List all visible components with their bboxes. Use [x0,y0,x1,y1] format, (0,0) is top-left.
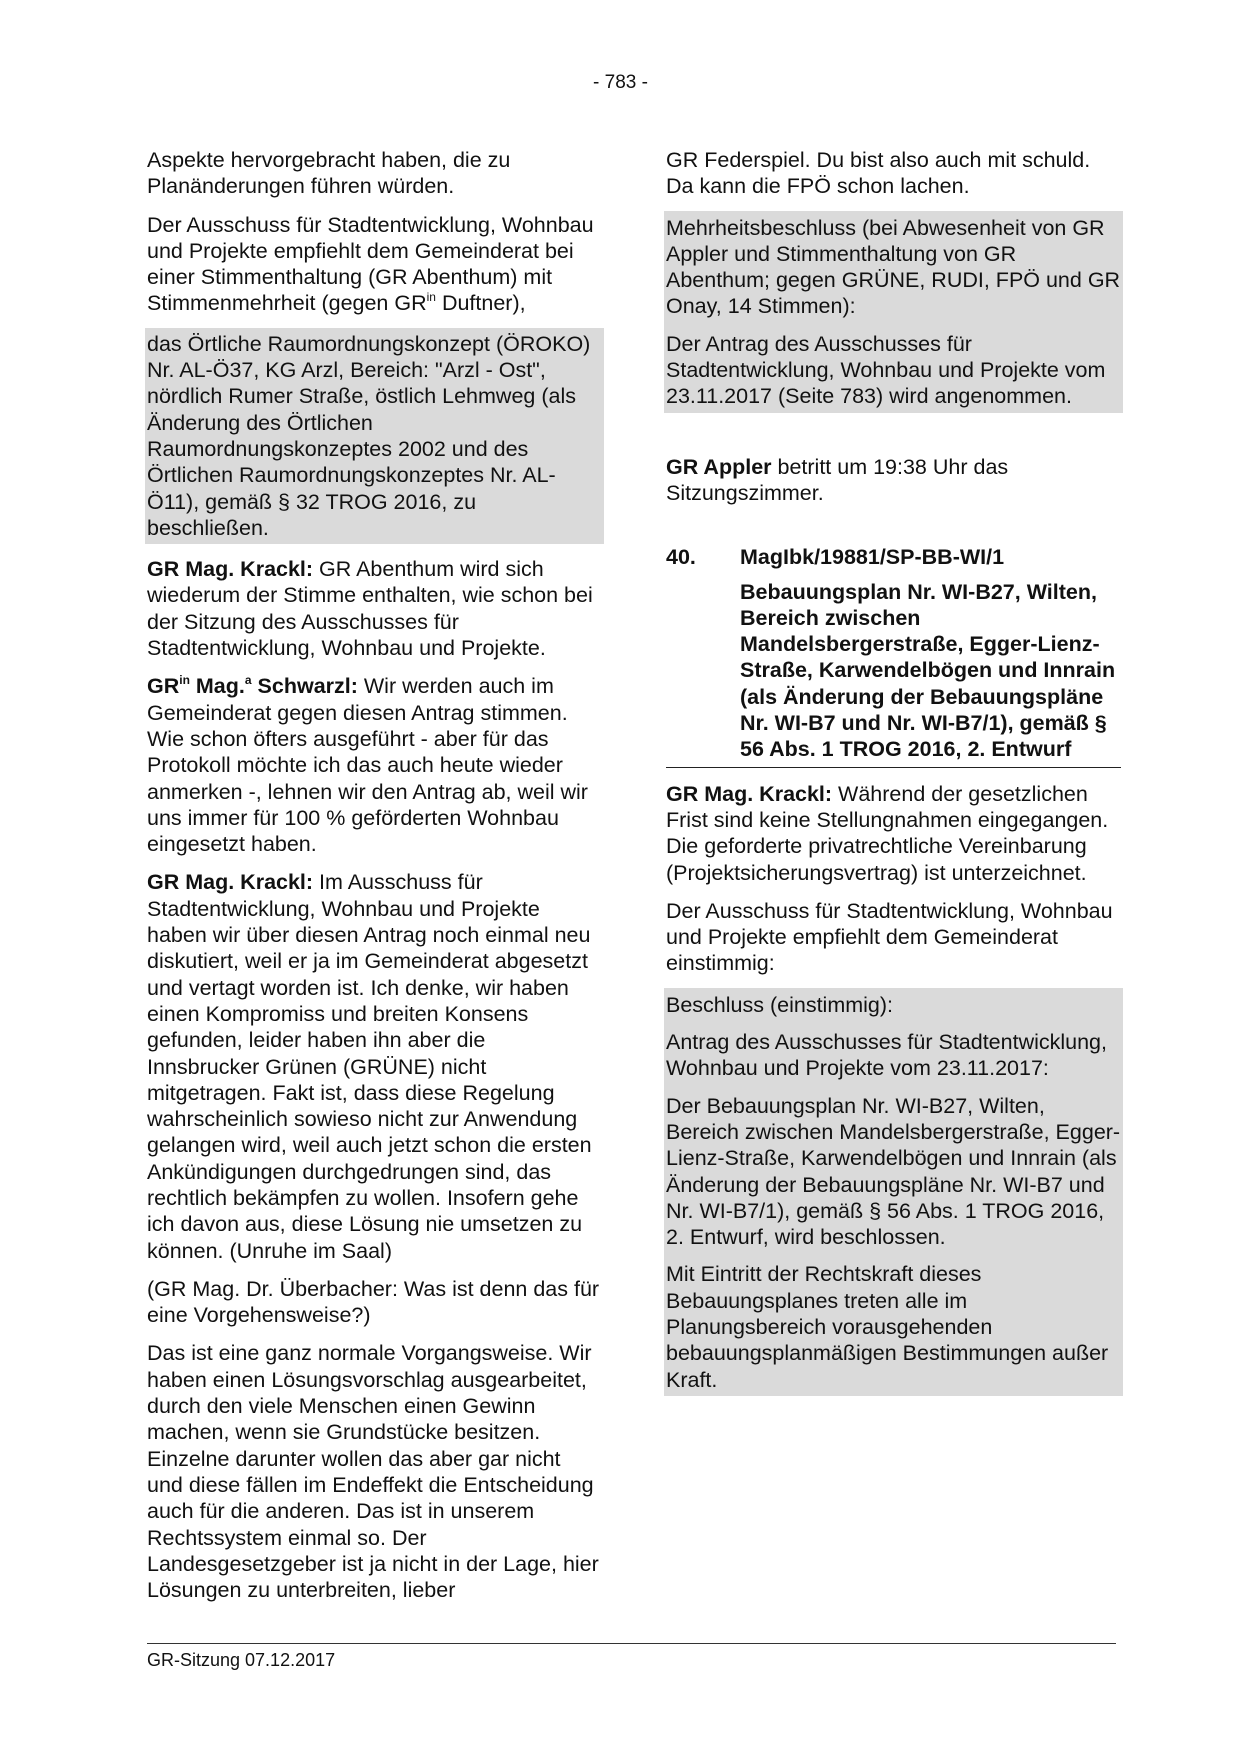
paragraph: Der Ausschuss für Stadtentwicklung, Wohnbau und Projekte empfiehlt dem Gemeinderat bei einer Stimmenthaltung (GR Abenthum) mit Stimmenmehrheit (gegen $GR^{in}$ Duftner), [147,212,594,316]
page-number: - 783 - [593,72,648,93]
speaker: GR Mag. Krackl: [666,781,833,806]
paragraph: GR Appler betritt um 19:38 Uhr das Sitzungszimmer. [666,454,1009,505]
footer-divider [147,1643,1116,1644]
agenda-item-number: 40. [666,545,696,570]
speech: GR Mag. Krackl: Während der gesetzlichen Frist sind keine Stellungnahmen eingegangen. Die geforderte privatrechtliche Vereinbarung (Projektsicherungsvertrag) ist unterzeichnet. [666,781,1109,885]
agenda-item-header [666,544,1121,570]
vote-result: Mehrheitsbeschluss (bei Abwesenheit von GR Appler und Stimmenthaltung von GR Abenthum; gegen GRÜNE, RUDI, FPÖ und GR Onay, 14 Stimmen): [666,215,1121,319]
agenda-item-title: Bebauungsplan Nr. WI-B27, Wilten, Bereich zwischen Mandelsbergerstraße, Egger-Lienz-Straße, Karwendelbögen und Innrain (als Änderung der Bebauungspläne Nr. WI-B7 und Nr. WI-B7/1), gemäß § 56 Abs. 1 TROG 2016, 2. Entwurf [740,579,1116,762]
interjection: (GR Mag. Dr. Überbacher: Was ist denn das für eine Vorgehensweise?) [147,1276,600,1328]
resolution-text: Der Antrag des Ausschusses für Stadtentwicklung, Wohnbau und Projekte vom 23.11.2017 (Seite 783) wird angenommen. [666,331,1106,409]
paragraph: Aspekte hervorgebracht haben, die zu Planänderungen führen würden. [147,148,511,199]
right-column [666,146,1121,1407]
speech: GR Mag. Krackl: Im Ausschuss für Stadtentwicklung, Wohnbau und Projekte haben wir über diesen Antrag noch einmal neu diskutiert, weil er ja im Gemeinderat abgesetzt und vertagt worden ist. Ich denke, wir haben einen Kompromiss und breiten Konsens gefunden, leider haben ihn aber die Innsbrucker Grünen (GRÜNE) nicht mitgetragen. Fakt ist, dass diese Regelung wahrscheinlich sowieso nicht zur Anwendung gelangen wird, weil auch jetzt schon die ersten Ankündigungen durchgedrungen sind, das rechtlich bekämpfen zu wollen. Insofern gehe ich davon aus, diese Lösung nie umsetzen zu können. (Unruhe im Saal) [147,870,592,1263]
speech: $GR^{in}$ Mag.$^a$ Schwarzl: Wir werden auch im Gemeinderat gegen diesen Antrag stimmen. Wie schon öfters ausgeführt - aber für das Protokoll möchte ich das auch heute wieder anmerken -, lehnen wir den Antrag ab, weil wir uns immer für 100 % geförderten Wohnbau eingesetzt haben. [147,673,588,857]
agenda-item-rule [666,579,1121,768]
motion-heading: Antrag des Ausschusses für Stadtentwicklung, Wohnbau und Projekte vom 23.11.2017: [666,1030,1107,1081]
paragraph: Das ist eine ganz normale Vorgangsweise. Wir haben einen Lösungsvorschlag ausgearbeitet, durch den viele Menschen einen Gewinn machen, wenn sie Grundstücke besitzen. Einzelne darunter wollen das aber gar nicht und diese fällen im Endeffekt die Entscheidung auch für die anderen. Das ist in unserem Rechtssystem einmal so. Der Landesgesetzgeber ist ja nicht in der Lage, hier Lösungen zu unterbreiten, lieber [147,1341,599,1603]
left-column [147,146,602,1614]
footer: GR-Sitzung 07.12.2017 [147,1650,336,1670]
speaker: $GR^{in}$ Mag.$^a$ Schwarzl: [147,673,358,699]
resolution-text: Mit Eintritt der Rechtskraft dieses Bebauungsplanes treten alle im Planungsbereich vorausgehenden bebauungsplanmäßigen Bestimmungen außer Kraft. [666,1262,1109,1392]
vote-result: Beschluss (einstimmig): [666,992,893,1017]
agenda-item-reference: MagIbk/19881/SP-BB-WI/1 [740,545,1005,570]
speaker: GR Mag. Krackl: [147,557,314,582]
resolution-text: das Örtliche Raumordnungskonzept (ÖROKO) Nr. AL-Ö37, KG Arzl, Bereich: "Arzl - Ost", nördlich Rumer Straße, östlich Lehmweg (als Änderung des Örtlichen Raumordnungskonzeptes 2002 und des Örtlichen Raumordnungskonzeptes Nr. AL-Ö11), gemäß § 32 TROG 2016, zu beschließen. [145,328,604,544]
paragraph: Der Ausschuss für Stadtentwicklung, Wohnbau und Projekte empfiehlt dem Gemeinderat einstimmig: [666,898,1113,976]
speaker: GR Mag. Krackl: [147,870,314,895]
speaker: GR Appler [666,454,772,479]
resolution-text: Der Bebauungsplan Nr. WI-B27, Wilten, Bereich zwischen Mandelsbergerstraße, Egger-Lienz-Straße, Karwendelbögen und Innrain (als Änderung der Bebauungspläne Nr. WI-B7 und Nr. WI-B7/1), gemäß § 56 Abs. 1 TROG 2016, 2. Entwurf, wird beschlossen. [666,1093,1121,1250]
vote-result-block [664,211,1123,413]
speech: GR Mag. Krackl: GR Abenthum wird sich wiederum der Stimme enthalten, wie schon bei der Sitzung des Ausschusses für Stadtentwicklung, Wohnbau und Projekte. [147,557,593,661]
paragraph: GR Federspiel. Du bist also auch mit schuld. Da kann die FPÖ schon lachen. [666,148,1091,199]
resolution-block [664,988,1123,1396]
